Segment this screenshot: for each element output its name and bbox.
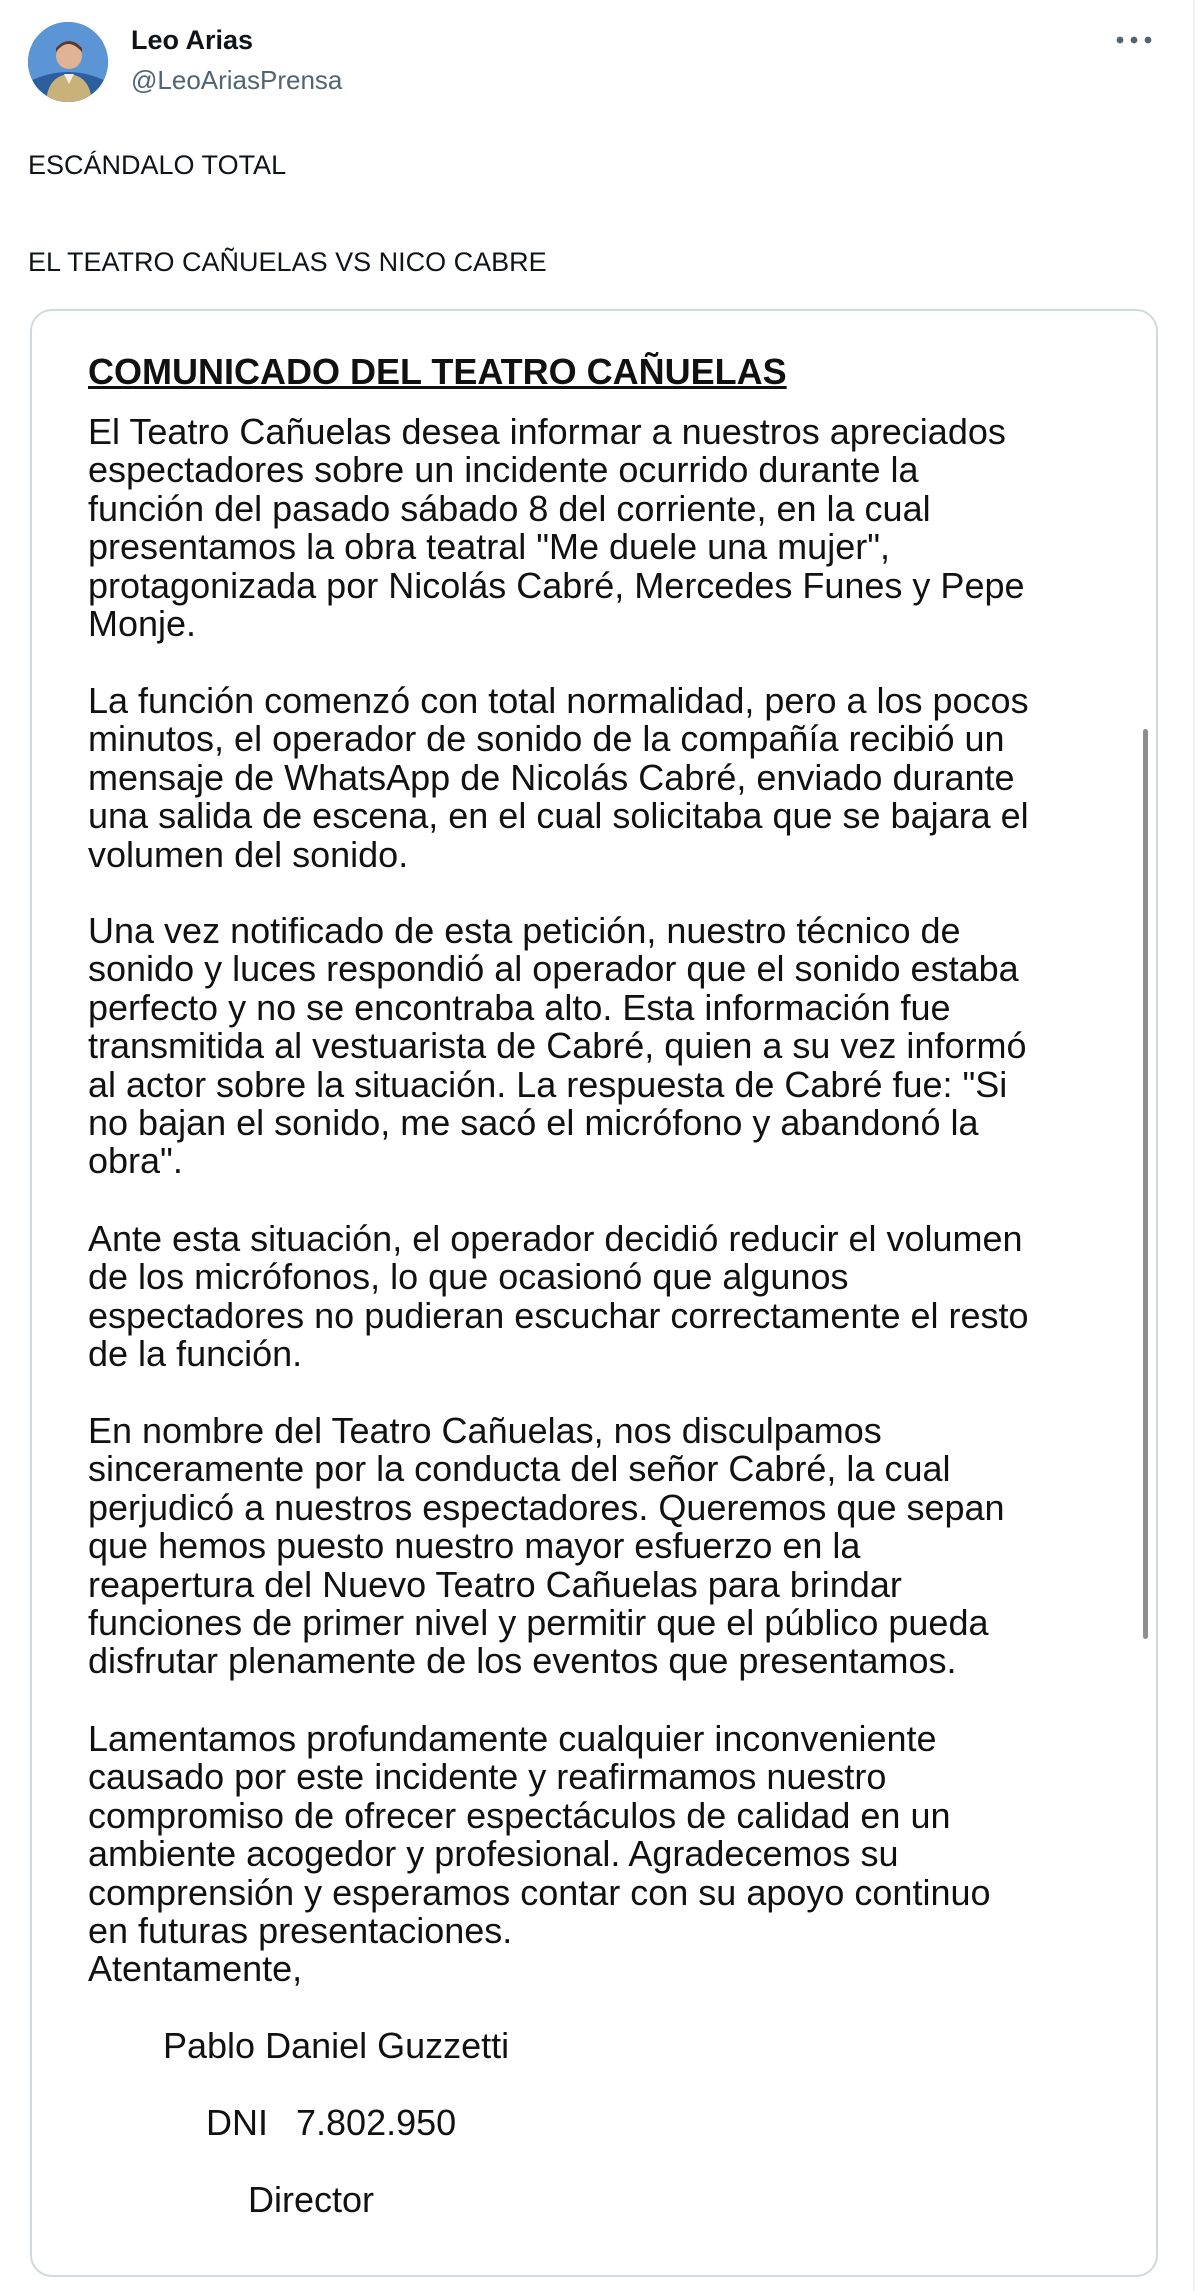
document-line: En nombre del Teatro Cañuelas, nos disculpamos [88, 1410, 882, 1451]
signature-name: Pablo Daniel Guzzetti [163, 2025, 510, 2066]
document-paragraph [88, 1720, 1128, 1950]
document-paragraph [88, 1220, 1128, 1374]
document-line: transmitida al vestuarista de Cabré, quien a su vez informó [88, 1025, 1027, 1067]
document-line: causado por este incidente y reafirmamos nuestro [88, 1756, 887, 1798]
document-line: La función comenzó con total normalidad, pero a los pocos [88, 680, 1029, 721]
document-paragraph [88, 912, 1128, 1181]
document-line: espectadores sobre un incidente ocurrido durante la [88, 449, 919, 491]
document-title: COMUNICADO DEL TEATRO CAÑUELAS [88, 351, 787, 392]
document-line: sinceramente por la conducta del señor Cabré, la cual [88, 1448, 951, 1490]
document-line: disfrutar plenamente de los eventos que presentamos. [88, 1640, 957, 1682]
document-line: comprensión y esperamos contar con su apoyo continuo [88, 1871, 991, 1913]
document-line: Una vez notificado de esta petición, nuestro técnico de [88, 910, 961, 951]
document-line: sonido y luces respondió al operador que el sonido estaba [88, 948, 1019, 990]
signature-dni-label: DNI [206, 2102, 268, 2143]
document-line: reapertura del Nuevo Teatro Cañuelas para brindar [88, 1563, 902, 1605]
tweet-text-line-2: EL TEATRO CAÑUELAS VS NICO CABRE [28, 247, 547, 277]
more-horizontal-icon [1114, 34, 1154, 46]
document-paragraph [88, 682, 1128, 874]
tweet-media-image[interactable] [30, 309, 1158, 2277]
document-line: El Teatro Cañuelas desea informar a nuestros apreciados [88, 411, 1006, 452]
document-line: mensaje de WhatsApp de Nicolás Cabré, enviado durante [88, 756, 1015, 798]
signature-title: Director [248, 2179, 375, 2220]
document-line: no bajan el sonido, me sacó el micrófono y abandonó la [88, 1102, 979, 1144]
document-line: obra". [88, 1140, 183, 1182]
document-line: de los micrófonos, lo que ocasionó que algunos [88, 1256, 849, 1298]
document-line: espectadores no pudieran escuchar correctamente el resto [88, 1294, 1029, 1336]
document-line: compromiso de ofrecer espectáculos de calidad en un [88, 1794, 951, 1836]
document-line: función del pasado sábado 8 del corriente, en la cual [88, 487, 931, 529]
tweet-text-line-1: ESCÁNDALO TOTAL [28, 150, 287, 180]
document-line: Lamentamos profundamente cualquier inconveniente [88, 1718, 937, 1759]
document-line: una salida de escena, en el cual solicitaba que se bajara el [88, 795, 1029, 837]
document-line: Ante esta situación, el operador decidió reducir el volumen [88, 1218, 1023, 1259]
document-line: minutos, el operador de sonido de la compañía recibió un [88, 718, 1005, 760]
more-options-button[interactable] [1112, 22, 1156, 58]
document-line: protagonizada por Nicolás Cabré, Mercedes Funes y Pepe [88, 564, 1025, 606]
document-paragraph [88, 413, 1128, 643]
document-line: de la función. [88, 1333, 303, 1375]
document-line: presentamos la obra teatral "Me duele una mujer", [88, 526, 890, 568]
document-line: funciones de primer nivel y permitir que el público pueda [88, 1602, 989, 1644]
document-paragraph [88, 1412, 1128, 1681]
timeline-border [1193, 0, 1195, 2291]
document-line: volumen del sonido. [88, 833, 409, 875]
signature-dni-value: 7.802.950 [296, 2102, 457, 2143]
display-name[interactable]: Leo Arias [131, 25, 254, 55]
document-line: al actor sobre la situación. La respuesta de Cabré fue: "Si [88, 1063, 1008, 1105]
document-closing: Atentamente, [88, 1948, 303, 1989]
document-line: que hemos puesto nuestro mayor esfuerzo en la [88, 1525, 861, 1567]
document-line: en futuras presentaciones. [88, 1910, 513, 1952]
avatar[interactable] [28, 22, 108, 102]
document-scrollbar[interactable] [1143, 729, 1148, 1639]
document-line: perjudicó a nuestros espectadores. Queremos que sepan [88, 1486, 1005, 1528]
document-line: perfecto y no se encontraba alto. Esta información fue [88, 986, 951, 1028]
document-line: Monje. [88, 603, 197, 645]
avatar-photo-icon [28, 22, 108, 102]
document-line: ambiente acogedor y profesional. Agradecemos su [88, 1833, 899, 1875]
user-handle[interactable]: @LeoAriasPrensa [131, 65, 343, 95]
